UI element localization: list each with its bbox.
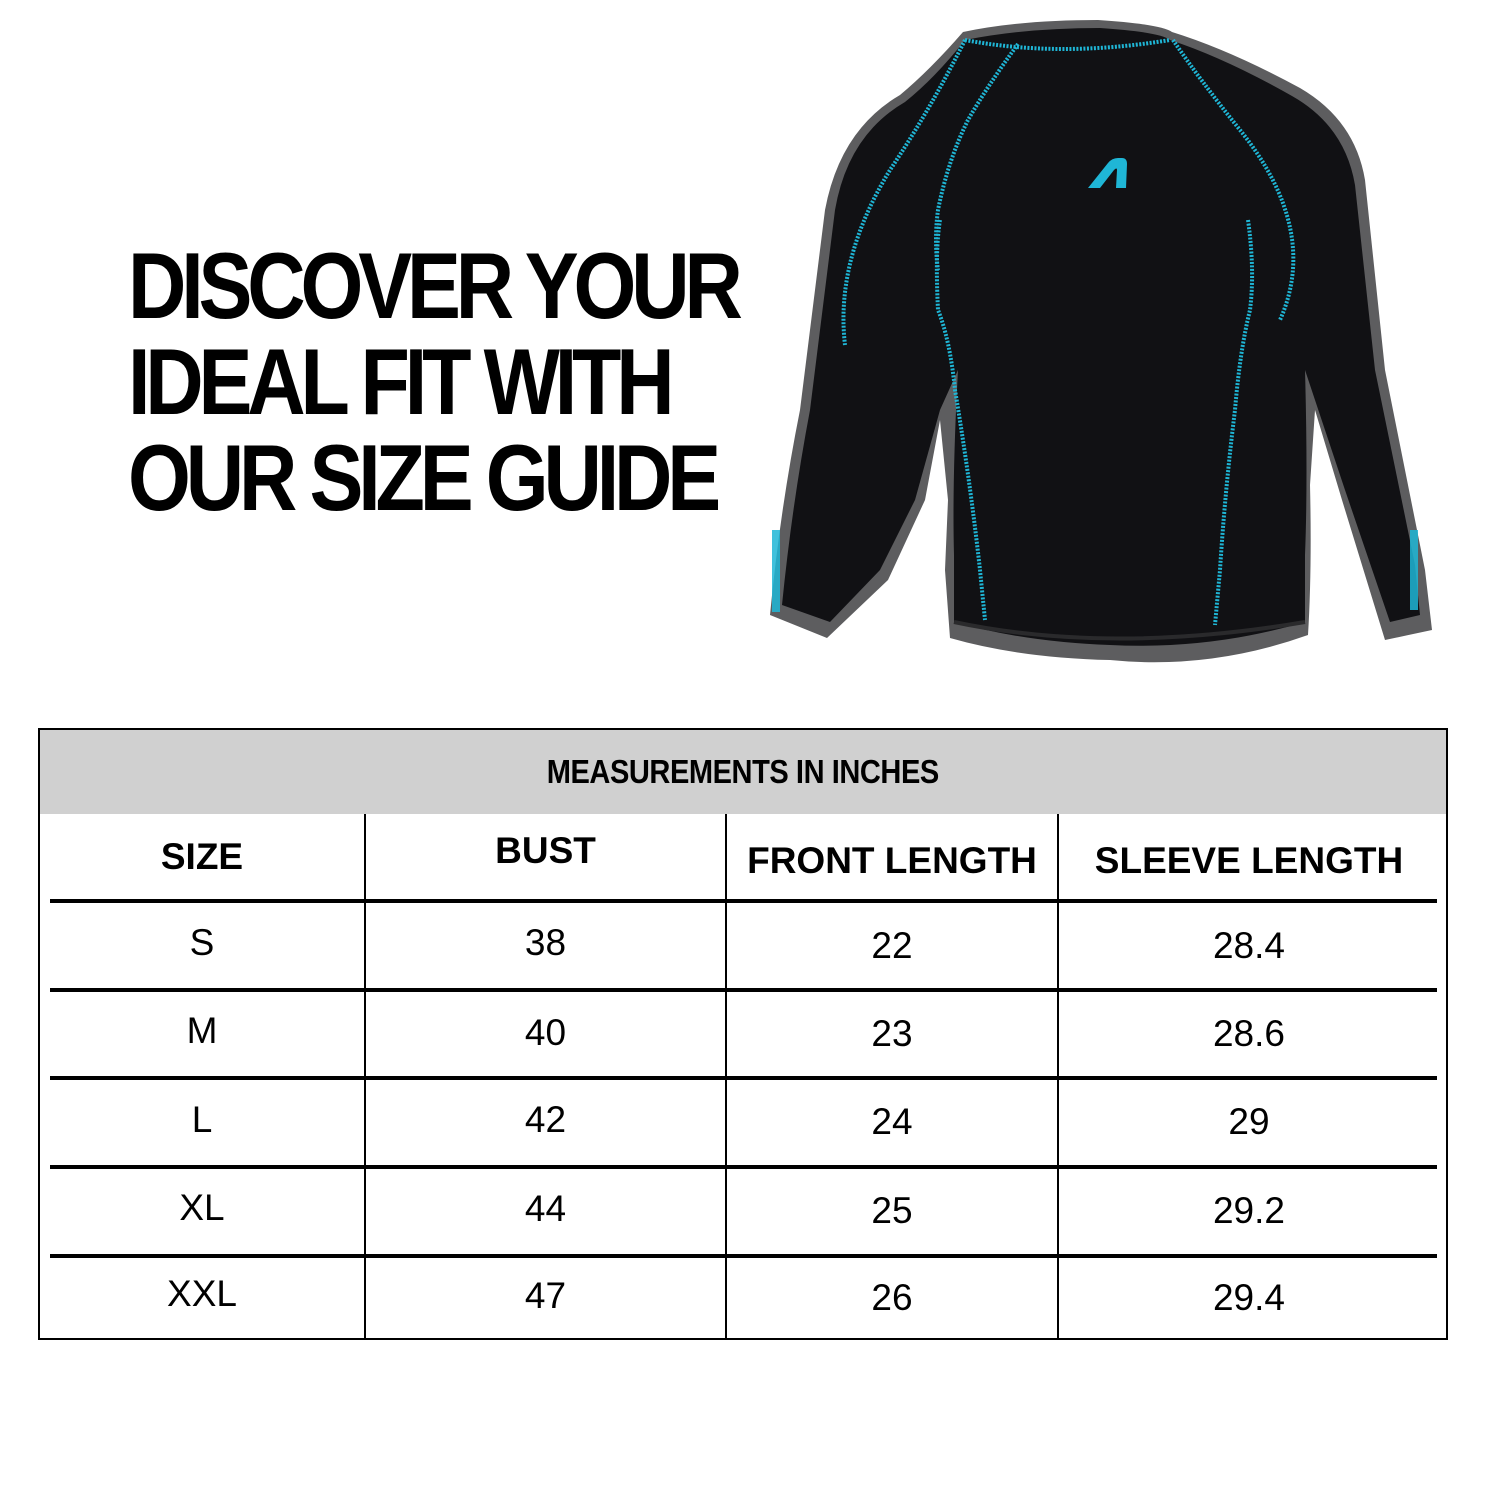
headline-line-1: DISCOVER YOUR: [128, 233, 738, 338]
shirt-illustration: [760, 10, 1460, 670]
cell-sleeve-length: 28.4: [1212, 925, 1285, 966]
cell-front-length: 24: [871, 1101, 913, 1142]
header-sleeve-length: SLEEVE LENGTH: [1094, 839, 1404, 881]
header-bust: BUST: [495, 829, 596, 871]
cell-size: XL: [179, 1187, 225, 1228]
cell-sleeve-length: 29.4: [1212, 1277, 1285, 1318]
cell-size: L: [191, 1099, 213, 1140]
cell-bust: 40: [524, 1012, 567, 1053]
cell-bust: 47: [524, 1275, 567, 1316]
cell-sleeve-length: 29: [1228, 1101, 1270, 1142]
table-title: MEASUREMENTS IN INCHES: [40, 730, 1446, 814]
header-front-length: FRONT LENGTH: [747, 839, 1037, 881]
cell-front-length: 23: [871, 1013, 913, 1054]
size-chart-table: [38, 728, 1448, 1340]
cell-size: M: [186, 1010, 218, 1051]
headline-line-2: IDEAL FIT WITH: [128, 329, 670, 434]
header-size: SIZE: [160, 835, 244, 877]
cell-sleeve-length: 28.6: [1212, 1013, 1285, 1054]
cell-front-length: 26: [871, 1277, 913, 1318]
cell-size: XXL: [167, 1273, 237, 1314]
headline-line-3: OUR SIZE GUIDE: [128, 425, 717, 530]
cell-bust: 44: [524, 1188, 567, 1229]
cell-sleeve-length: 29.2: [1212, 1190, 1285, 1231]
cell-front-length: 25: [871, 1190, 913, 1231]
cell-size: S: [189, 922, 215, 963]
cell-front-length: 22: [871, 925, 913, 966]
headline: [128, 233, 738, 530]
cell-bust: 42: [524, 1099, 567, 1140]
cell-bust: 38: [524, 922, 567, 963]
